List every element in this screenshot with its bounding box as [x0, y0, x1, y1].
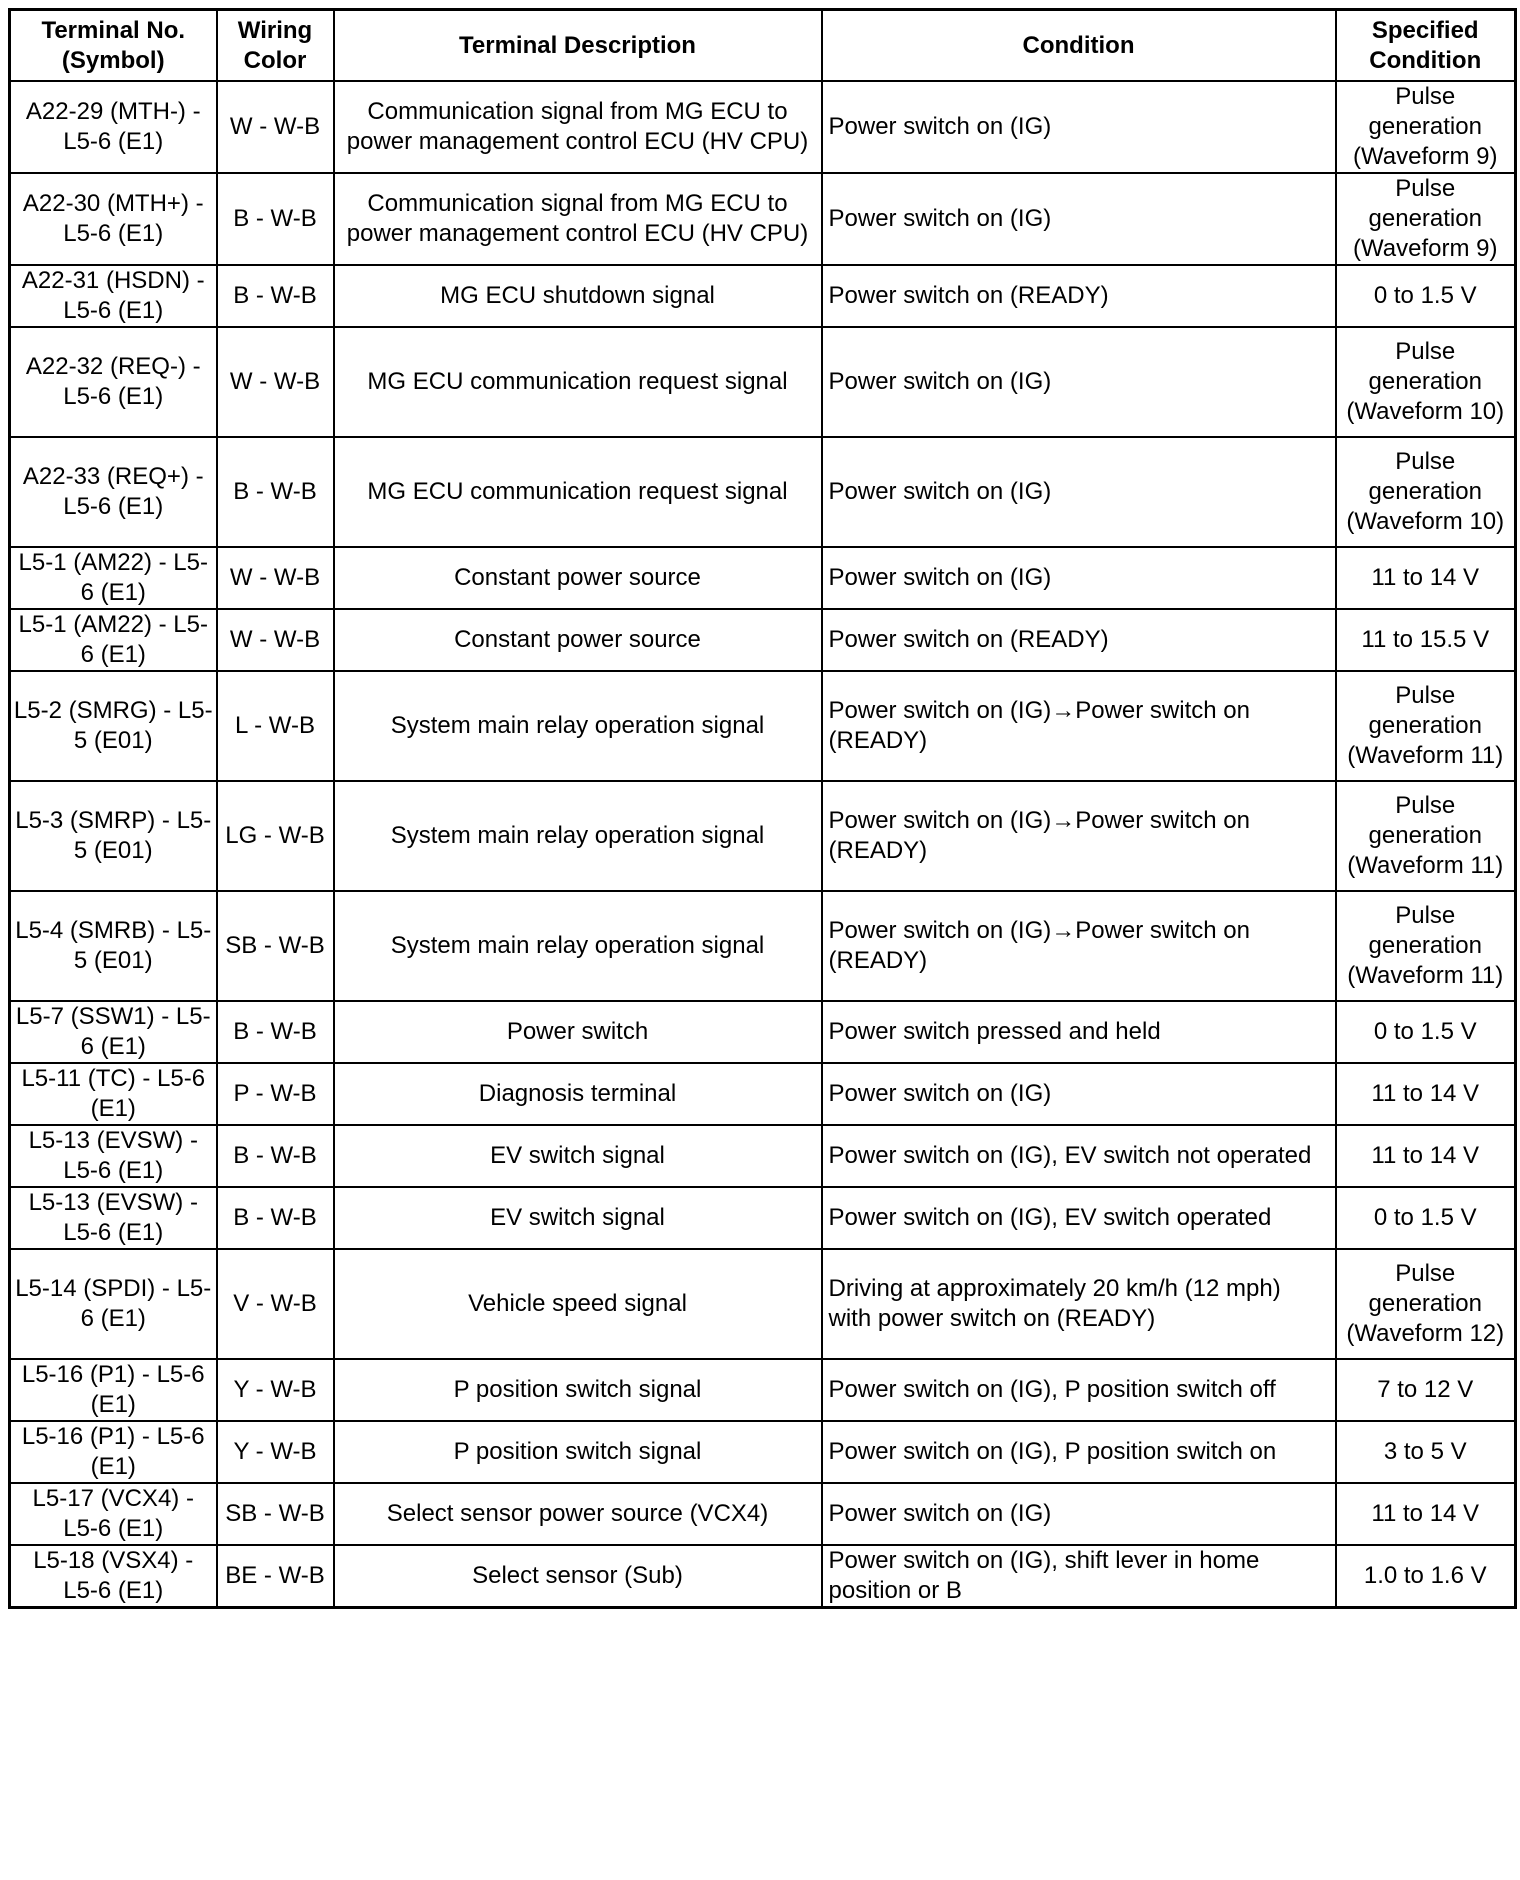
- col-header-specified: Specified Condition: [1336, 10, 1516, 82]
- wiring-color-cell: B - W-B: [217, 1187, 334, 1249]
- col-header-condition: Condition: [822, 10, 1336, 82]
- wiring-color-cell: SB - W-B: [217, 891, 334, 1001]
- specified-condition-cell: Pulse generation (Waveform 10): [1336, 437, 1516, 547]
- description-cell: Communication signal from MG ECU to power management control ECU (HV CPU): [334, 173, 822, 265]
- wiring-color-cell: Y - W-B: [217, 1359, 334, 1421]
- wiring-color-cell: V - W-B: [217, 1249, 334, 1359]
- wiring-color-cell: W - W-B: [217, 81, 334, 173]
- terminal-cell: A22-33 (REQ+) - L5-6 (E1): [10, 437, 217, 547]
- terminal-cell: L5-16 (P1) - L5-6 (E1): [10, 1421, 217, 1483]
- condition-cell: Driving at approximately 20 km/h (12 mph) with power switch on (READY): [822, 1249, 1336, 1359]
- condition-cell: Power switch on (IG): [822, 81, 1336, 173]
- table-row: [10, 1249, 1516, 1359]
- specified-condition-cell: Pulse generation (Waveform 10): [1336, 327, 1516, 437]
- terminal-cell: A22-32 (REQ-) - L5-6 (E1): [10, 327, 217, 437]
- condition-cell: Power switch on (IG): [822, 173, 1336, 265]
- specified-condition-cell: 11 to 15.5 V: [1336, 609, 1516, 671]
- table-row: [10, 1063, 1516, 1125]
- condition-cell: Power switch on (READY): [822, 265, 1336, 327]
- condition-cell: Power switch on (IG): [822, 327, 1336, 437]
- specified-condition-cell: Pulse generation (Waveform 11): [1336, 891, 1516, 1001]
- description-cell: EV switch signal: [334, 1187, 822, 1249]
- specified-condition-cell: 3 to 5 V: [1336, 1421, 1516, 1483]
- table-row: [10, 1421, 1516, 1483]
- terminal-cell: L5-14 (SPDI) - L5-6 (E1): [10, 1249, 217, 1359]
- terminal-cell: A22-31 (HSDN) - L5-6 (E1): [10, 265, 217, 327]
- terminal-cell: L5-1 (AM22) - L5-6 (E1): [10, 547, 217, 609]
- header-row: [10, 10, 1516, 82]
- specified-condition-cell: 1.0 to 1.6 V: [1336, 1545, 1516, 1608]
- terminal-cell: L5-4 (SMRB) - L5-5 (E01): [10, 891, 217, 1001]
- table-row: [10, 547, 1516, 609]
- specified-condition-cell: 0 to 1.5 V: [1336, 1001, 1516, 1063]
- specified-condition-cell: 11 to 14 V: [1336, 547, 1516, 609]
- condition-cell: Power switch pressed and held: [822, 1001, 1336, 1063]
- terminal-cell: L5-7 (SSW1) - L5-6 (E1): [10, 1001, 217, 1063]
- description-cell: System main relay operation signal: [334, 671, 822, 781]
- table-body: [10, 81, 1516, 1608]
- table-row: [10, 1187, 1516, 1249]
- wiring-color-cell: B - W-B: [217, 265, 334, 327]
- terminal-cell: L5-16 (P1) - L5-6 (E1): [10, 1359, 217, 1421]
- condition-cell: Power switch on (IG), P position switch on: [822, 1421, 1336, 1483]
- condition-cell: Power switch on (IG): [822, 1483, 1336, 1545]
- table-row: [10, 781, 1516, 891]
- description-cell: Select sensor (Sub): [334, 1545, 822, 1608]
- terminal-cell: L5-13 (EVSW) - L5-6 (E1): [10, 1187, 217, 1249]
- specified-condition-cell: 11 to 14 V: [1336, 1063, 1516, 1125]
- condition-cell: Power switch on (IG)→Power switch on (READY): [822, 671, 1336, 781]
- wiring-color-cell: L - W-B: [217, 671, 334, 781]
- specified-condition-cell: Pulse generation (Waveform 9): [1336, 81, 1516, 173]
- specified-condition-cell: 7 to 12 V: [1336, 1359, 1516, 1421]
- table-row: [10, 265, 1516, 327]
- wiring-color-cell: W - W-B: [217, 547, 334, 609]
- specified-condition-cell: Pulse generation (Waveform 12): [1336, 1249, 1516, 1359]
- wiring-color-cell: W - W-B: [217, 327, 334, 437]
- table-row: [10, 891, 1516, 1001]
- description-cell: MG ECU communication request signal: [334, 437, 822, 547]
- table-row: [10, 671, 1516, 781]
- col-header-wiring: Wiring Color: [217, 10, 334, 82]
- description-cell: Vehicle speed signal: [334, 1249, 822, 1359]
- condition-cell: Power switch on (IG)→Power switch on (READY): [822, 891, 1336, 1001]
- terminal-cell: L5-11 (TC) - L5-6 (E1): [10, 1063, 217, 1125]
- specified-condition-cell: 0 to 1.5 V: [1336, 1187, 1516, 1249]
- description-cell: System main relay operation signal: [334, 891, 822, 1001]
- description-cell: EV switch signal: [334, 1125, 822, 1187]
- description-cell: P position switch signal: [334, 1421, 822, 1483]
- condition-cell: Power switch on (IG)→Power switch on (READY): [822, 781, 1336, 891]
- description-cell: MG ECU communication request signal: [334, 327, 822, 437]
- terminal-cell: L5-18 (VSX4) - L5-6 (E1): [10, 1545, 217, 1608]
- terminal-cell: L5-2 (SMRG) - L5-5 (E01): [10, 671, 217, 781]
- description-cell: P position switch signal: [334, 1359, 822, 1421]
- terminal-cell: A22-29 (MTH-) - L5-6 (E1): [10, 81, 217, 173]
- description-cell: System main relay operation signal: [334, 781, 822, 891]
- condition-cell: Power switch on (READY): [822, 609, 1336, 671]
- condition-cell: Power switch on (IG): [822, 1063, 1336, 1125]
- description-cell: Communication signal from MG ECU to power management control ECU (HV CPU): [334, 81, 822, 173]
- table-row: [10, 1483, 1516, 1545]
- condition-cell: Power switch on (IG), EV switch not operated: [822, 1125, 1336, 1187]
- terminal-cell: A22-30 (MTH+) - L5-6 (E1): [10, 173, 217, 265]
- table-row: [10, 173, 1516, 265]
- spec-table-wrapper: [8, 8, 1514, 1609]
- terminal-cell: L5-1 (AM22) - L5-6 (E1): [10, 609, 217, 671]
- specified-condition-cell: Pulse generation (Waveform 11): [1336, 781, 1516, 891]
- description-cell: Diagnosis terminal: [334, 1063, 822, 1125]
- col-header-description: Terminal Description: [334, 10, 822, 82]
- wiring-color-cell: B - W-B: [217, 1001, 334, 1063]
- wiring-color-cell: B - W-B: [217, 1125, 334, 1187]
- table-row: [10, 327, 1516, 437]
- terminal-spec-table: [8, 8, 1517, 1609]
- table-row: [10, 1359, 1516, 1421]
- col-header-terminal: Terminal No. (Symbol): [10, 10, 217, 82]
- wiring-color-cell: W - W-B: [217, 609, 334, 671]
- wiring-color-cell: Y - W-B: [217, 1421, 334, 1483]
- wiring-color-cell: LG - W-B: [217, 781, 334, 891]
- wiring-color-cell: P - W-B: [217, 1063, 334, 1125]
- condition-cell: Power switch on (IG): [822, 437, 1336, 547]
- condition-cell: Power switch on (IG), P position switch off: [822, 1359, 1336, 1421]
- description-cell: Constant power source: [334, 609, 822, 671]
- table-row: [10, 1001, 1516, 1063]
- table-row: [10, 437, 1516, 547]
- specified-condition-cell: 11 to 14 V: [1336, 1125, 1516, 1187]
- condition-cell: Power switch on (IG), EV switch operated: [822, 1187, 1336, 1249]
- description-cell: Power switch: [334, 1001, 822, 1063]
- description-cell: Constant power source: [334, 547, 822, 609]
- wiring-color-cell: SB - W-B: [217, 1483, 334, 1545]
- table-row: [10, 81, 1516, 173]
- condition-cell: Power switch on (IG), shift lever in home position or B: [822, 1545, 1336, 1608]
- table-row: [10, 1125, 1516, 1187]
- specified-condition-cell: 11 to 14 V: [1336, 1483, 1516, 1545]
- specified-condition-cell: 0 to 1.5 V: [1336, 265, 1516, 327]
- wiring-color-cell: B - W-B: [217, 173, 334, 265]
- table-row: [10, 1545, 1516, 1608]
- condition-cell: Power switch on (IG): [822, 547, 1336, 609]
- wiring-color-cell: B - W-B: [217, 437, 334, 547]
- terminal-cell: L5-17 (VCX4) - L5-6 (E1): [10, 1483, 217, 1545]
- terminal-cell: L5-13 (EVSW) - L5-6 (E1): [10, 1125, 217, 1187]
- table-row: [10, 609, 1516, 671]
- wiring-color-cell: BE - W-B: [217, 1545, 334, 1608]
- specified-condition-cell: Pulse generation (Waveform 9): [1336, 173, 1516, 265]
- description-cell: MG ECU shutdown signal: [334, 265, 822, 327]
- specified-condition-cell: Pulse generation (Waveform 11): [1336, 671, 1516, 781]
- terminal-cell: L5-3 (SMRP) - L5-5 (E01): [10, 781, 217, 891]
- description-cell: Select sensor power source (VCX4): [334, 1483, 822, 1545]
